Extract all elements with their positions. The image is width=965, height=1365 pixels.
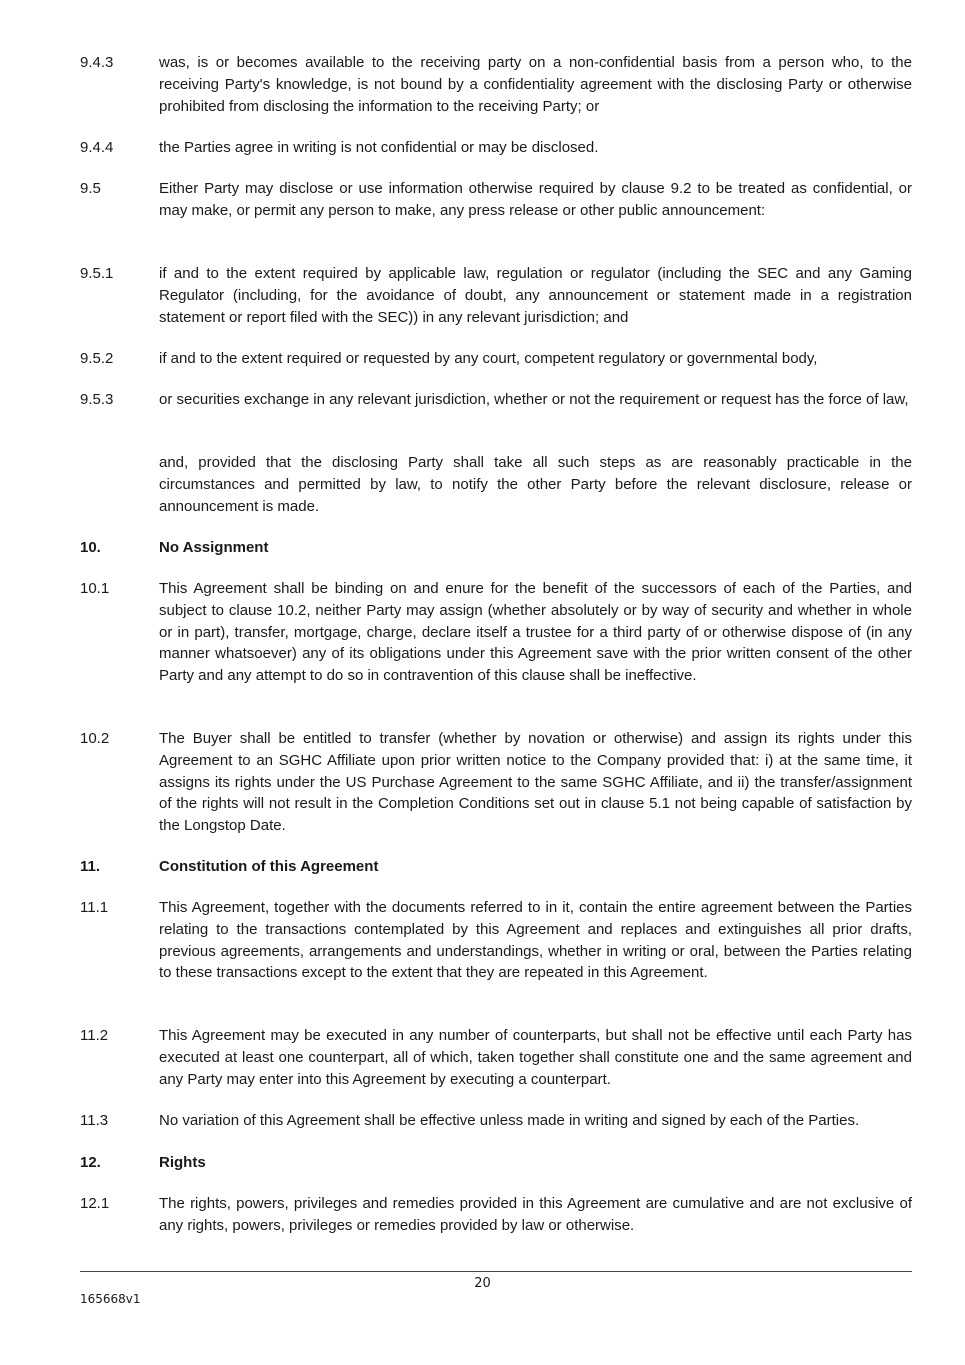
clause-number: 9.4.3 — [80, 54, 114, 71]
clause-11-1 — [80, 897, 912, 984]
clause-number: 9.4.4 — [80, 139, 114, 156]
section-title: Rights — [159, 1154, 206, 1171]
clause-text: The rights, powers, privileges and remedies provided in this Agreement are cumulative and are not exclusive of any rights, powers, privileges or remedies provided by law or otherwise. — [159, 1195, 912, 1234]
clause-text: the Parties agree in writing is not confidential or may be disclosed. — [159, 139, 599, 156]
clause-number: 9.5.2 — [80, 350, 114, 367]
clause-number: 9.5 — [80, 180, 101, 197]
section-11-heading — [80, 856, 912, 878]
section-number: 12. — [80, 1154, 101, 1171]
clause-text: if and to the extent required or requested by any court, competent regulatory or governmental body, — [159, 350, 818, 367]
clause-10-2 — [80, 728, 912, 837]
clause-number: 11.1 — [80, 899, 109, 916]
clause-text: and, provided that the disclosing Party shall take all such steps as are reasonably practicable in the circumstances and permitted by law, to notify the other Party before the relevant disclosure, release or announcement is made. — [159, 454, 912, 515]
clause-11-3 — [80, 1110, 912, 1132]
clause-number: 10.2 — [80, 730, 110, 747]
page-number: 20 — [474, 1276, 491, 1291]
clause-text: if and to the extent required by applicable law, regulation or regulator (including the SEC and any Gaming Regulator (including, for the avoidance of doubt, any announcement or statement made in a registration statement or report filed with the SEC)) in any relevant jurisdiction; and — [159, 265, 912, 326]
section-number: 10. — [80, 539, 101, 556]
clause-text: This Agreement, together with the documents referred to in it, contain the entire agreement between the Parties relating to the transactions contemplated by this Agreement and replaces and extinguishes all prior drafts, previous agreements, arrangements and understandings, whether in writing or oral, between the Parties relating to these transactions except to the extent that they are repeated in this Agreement. — [159, 899, 912, 982]
footer-divider — [80, 1271, 912, 1272]
section-number: 11. — [80, 858, 101, 875]
clause-10-1 — [80, 578, 912, 687]
clause-text: The Buyer shall be entitled to transfer (whether by novation or otherwise) and assign its rights under this Agreement to an SGHC Affiliate upon prior written notice to the Company provided that: i) at the same time, it assigns its rights under the US Purchase Agreement to the same SGHC Affiliate, and ii) the transfer/assignment of the rights will not result in the Completion Conditions set out in clause 5.1 not being capable of satisfaction by the Longstop Date. — [159, 730, 912, 835]
clause-text: This Agreement shall be binding on and enure for the benefit of the successors of each of the Parties, and subject to clause 10.2, neither Party may assign (whether absolutely or by way of security and whether in whole or in part), transfer, mortgage, charge, declare itself a trustee for a third party of or otherwise dispose of (in any manner whatsoever) any of its obligations under this Agreement save with the prior written consent of the other Party and any attempt to do so in contravention of this clause shall be ineffective. — [159, 580, 912, 685]
clause-text: Either Party may disclose or use information otherwise required by clause 9.2 to be treated as confidential, or may make, or permit any person to make, any press release or other public announcement: — [159, 180, 912, 219]
section-12-heading — [80, 1152, 912, 1174]
clause-9-5 — [80, 178, 912, 222]
clause-9-5-continuation — [80, 452, 912, 517]
section-title: No Assignment — [159, 539, 269, 556]
clause-text: was, is or becomes available to the receiving party on a non-confidential basis from a person who, to the receiving Party's knowledge, is not bound by a confidentiality agreement with the disclosing Party or otherwise prohibited from disclosing the information to the receiving Party; or — [159, 54, 912, 115]
clause-number: 12.1 — [80, 1195, 110, 1212]
clause-12-1 — [80, 1193, 912, 1237]
clause-9-5-2 — [80, 348, 912, 370]
clause-number: 11.3 — [80, 1112, 109, 1129]
clause-text: This Agreement may be executed in any number of counterparts, but shall not be effective until each Party has executed at least one counterpart, all of which, taken together shall constitute one and the same agreement and any Party may enter into this Agreement by executing a counterpart. — [159, 1027, 912, 1088]
clause-text: or securities exchange in any relevant jurisdiction, whether or not the requirement or request has the force of law, — [159, 391, 909, 408]
section-title: Constitution of this Agreement — [159, 858, 379, 875]
document-reference: 165668v1 — [80, 1292, 141, 1306]
clause-number: 10.1 — [80, 580, 110, 597]
section-10-heading — [80, 537, 912, 559]
clause-number: 9.5.1 — [80, 265, 114, 282]
clause-9-5-1 — [80, 263, 912, 328]
clause-9-4-3 — [80, 52, 912, 117]
clause-text: No variation of this Agreement shall be effective unless made in writing and signed by each of the Parties. — [159, 1112, 860, 1129]
clause-number: 11.2 — [80, 1027, 109, 1044]
clause-9-5-3 — [80, 389, 912, 411]
clause-number: 9.5.3 — [80, 391, 114, 408]
clause-9-4-4 — [80, 137, 912, 159]
clause-11-2 — [80, 1025, 912, 1090]
